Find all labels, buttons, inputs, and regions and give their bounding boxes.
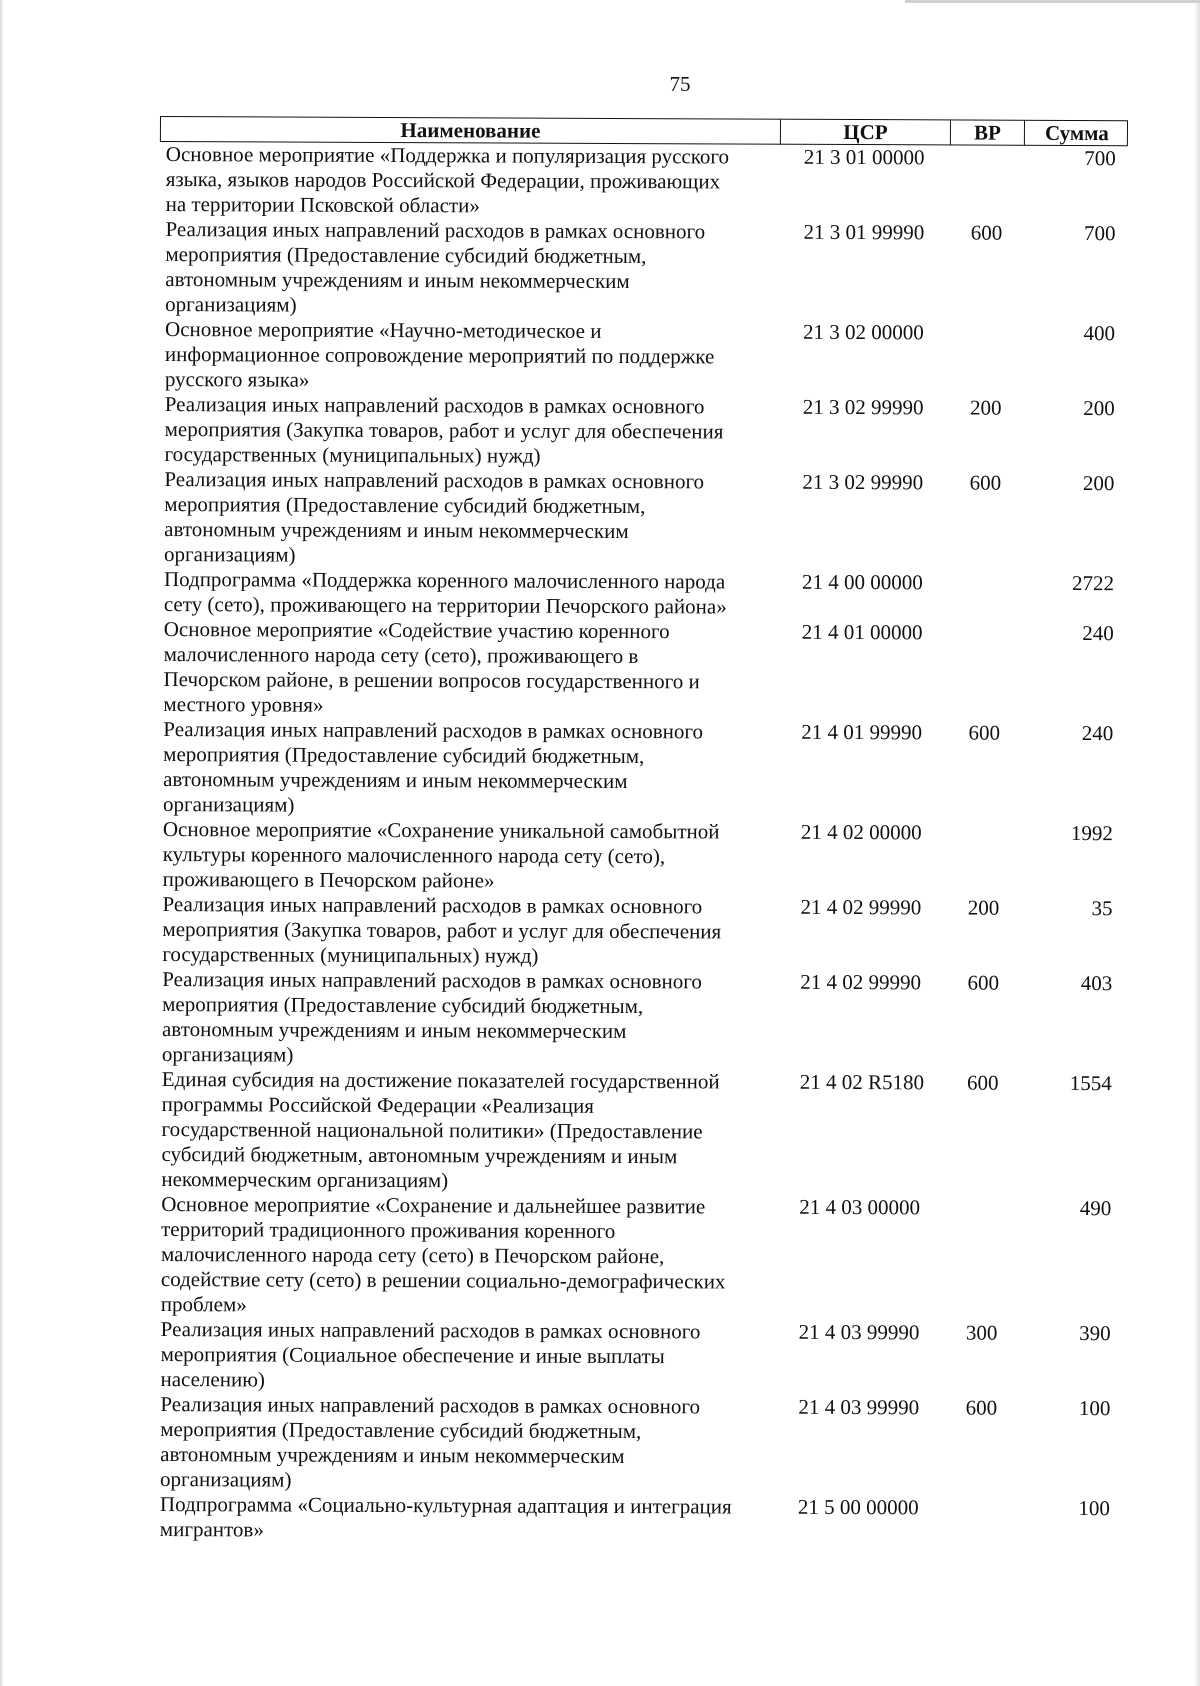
table-row [156,892,1124,971]
table-row [154,1317,1122,1396]
row-vr [947,620,1021,720]
row-sum: 35 [1091,896,1113,921]
row-name: Реализация иных направлений расходов в рамках основного мероприятия (Предоставление субсидий бюджетным, автономным учреждениям и иным некоммерческим организациям) [164,467,705,567]
row-vr: 200 [969,395,1002,420]
table-row [157,817,1125,896]
table-row [159,217,1127,321]
table-row [158,392,1126,471]
row-vr: 600 [968,720,1001,745]
row-sum: 240 [1081,721,1114,746]
row-name: Подпрограмма «Поддержка коренного малочисленного народа сету (сето), проживающего на территории Печорского района» [163,567,727,619]
header-sum: Сумма [1044,120,1109,146]
row-csr: 21 3 01 99990 [803,219,925,245]
row-vr: 600 [969,470,1002,495]
row-vr: 200 [967,895,1000,920]
table-row [158,567,1126,621]
row-csr: 21 4 02 99990 [800,969,922,995]
table-row [155,1067,1124,1196]
row-csr: 21 4 01 00000 [801,619,923,645]
header-name: Наименование [161,117,781,145]
scan-edge-right [1194,0,1200,1686]
row-vr: 600 [965,1395,998,1420]
row-name: Реализация иных направлений расходов в рамках основного мероприятия (Закупка товаров, работ и услуг для обеспечения государственных (муниципальных) нужд) [164,392,724,468]
row-sum: 100 [1078,1396,1111,1421]
table-row [157,717,1125,821]
row-sum: 700 [1084,146,1116,171]
row-sum: 1554 [1069,1070,1112,1096]
scan-edge-top [905,0,1200,3]
table-row [154,1492,1122,1546]
row-name: Реализация иных направлений расходов в рамках основного мероприятия (Предоставление субсидий бюджетным, автономным учреждениям и иным некоммерческим организациям) [165,217,706,317]
row-csr: 21 4 01 99990 [801,719,923,745]
row-sum: 400 [1083,321,1116,346]
table-row [156,967,1124,1071]
row-csr: 21 4 03 99990 [798,1394,920,1420]
row-csr: 21 3 02 99990 [802,394,924,420]
row-vr [945,1195,1020,1320]
header-vr: ВР [951,120,1025,145]
row-csr: 21 3 02 99990 [802,469,924,495]
row-csr: 21 4 00 00000 [801,569,923,595]
row-csr: 21 3 02 00000 [803,319,924,345]
row-name: Основное мероприятие «Научно-методическое и информационное сопровождение мероприятий по поддержке русского языка» [164,317,715,392]
row-csr: 21 4 03 99990 [798,1319,920,1345]
row-sum: 390 [1079,1321,1111,1346]
table-row [158,467,1126,571]
row-name: Реализация иных направлений расходов в рамках основного мероприятия (Предоставление субсидий бюджетным, автономным учреждениям и иным некоммерческим организациям) [161,967,702,1067]
table-row [160,142,1128,221]
row-name: Реализация иных направлений расходов в рамках основного мероприятия (Предоставление субсидий бюджетным, автономным учреждениям и иным некоммерческим организациям) [160,1392,701,1492]
row-vr [944,1495,1018,1545]
row-csr: 21 4 03 00000 [799,1194,921,1220]
row-vr [950,145,1024,220]
row-csr: 21 3 01 00000 [803,144,925,170]
row-vr: 600 [966,1070,999,1095]
row-name: Основное мероприятие «Сохранение и дальнейшее развитие территорий традиционного проживания коренного малочисленного народа сету (сето) в Печорском районе, содействие сету (сето) в решении социально-демографических проблем» [160,1192,726,1317]
row-csr: 21 4 02 R5180 [799,1069,925,1095]
table-row [157,617,1125,721]
row-sum: 2722 [1071,570,1115,596]
row-vr: 600 [967,970,1000,995]
row-vr [947,820,1021,895]
table-row [159,317,1127,396]
row-sum: 240 [1082,621,1114,646]
header-csr: ЦСР [781,120,951,146]
table-row [154,1392,1122,1496]
row-name: Основное мероприятие «Поддержка и популяризация русского языка, языков народов Российской Федерации, проживающих на территории Псковской области» [165,142,730,218]
row-csr: 21 4 02 99990 [800,894,922,920]
row-sum: 100 [1078,1496,1110,1521]
row-vr [948,570,1022,620]
row-sum: 403 [1080,971,1113,996]
row-name: Основное мероприятие «Содействие участию коренного малочисленного народа сету (сето), проживающего в Печорском районе, в решении вопросов государственного и местного уровня» [163,617,700,717]
row-sum: 700 [1083,221,1116,246]
row-sum: 1992 [1070,820,1113,846]
row-name: Реализация иных направлений расходов в рамках основного мероприятия (Закупка товаров, работ и услуг для обеспечения государственных (муниципальных) нужд) [162,892,722,968]
row-vr: 600 [970,220,1003,245]
row-name: Реализация иных направлений расходов в рамках основного мероприятия (Предоставление субсидий бюджетным, автономным учреждениям и иным некоммерческим организациям) [162,717,704,817]
budget-table [154,116,1128,1546]
row-name: Основное мероприятие «Сохранение уникальной самобытной культуры коренного малочисленного народа сету (сето), проживающего в Печорском районе» [162,817,720,893]
row-csr: 21 5 00 00000 [797,1494,919,1520]
row-sum: 490 [1079,1196,1112,1221]
row-sum: 200 [1083,396,1115,421]
row-vr [949,320,1023,395]
table-row [155,1192,1124,1321]
row-vr: 300 [965,1320,998,1345]
row-csr: 21 4 02 00000 [800,819,922,845]
row-sum: 200 [1082,471,1115,496]
row-name: Единая субсидия на достижение показателей государственной программы Российской Федерации «Реализация государственной национальной политики» (Предоставление субсидий бюджетным, автономным учреждениям и иным некоммерческим организациям) [161,1067,720,1193]
page-number: 75 [669,72,691,96]
row-name: Реализация иных направлений расходов в рамках основного мероприятия (Социальное обеспечение и иные выплаты населению) [160,1317,701,1392]
row-name: Подпрограмма «Социально-культурная адаптация и интеграция мигрантов» [159,1492,732,1542]
scan-edge-left [0,0,4,1686]
